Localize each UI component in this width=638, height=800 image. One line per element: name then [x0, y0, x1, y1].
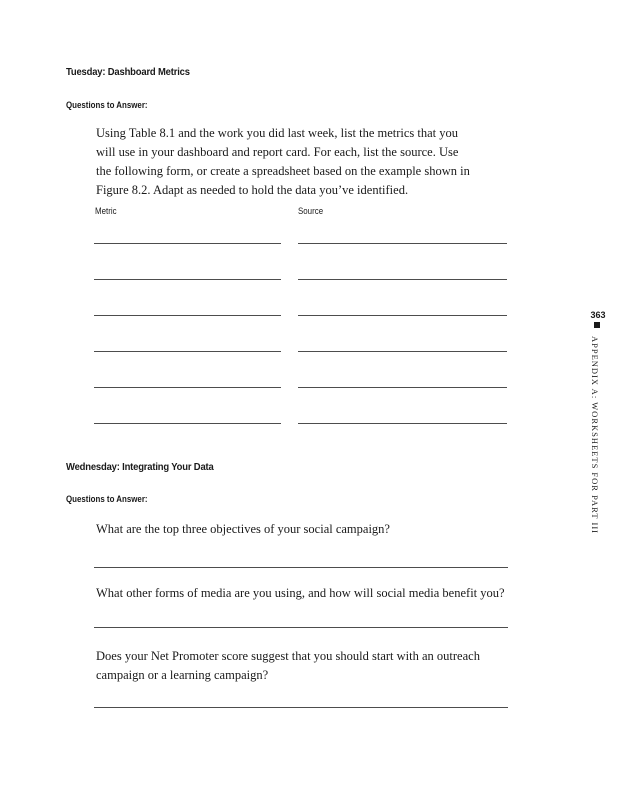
tuesday-instructions	[96, 124, 516, 200]
answer-blank-3[interactable]	[94, 707, 508, 708]
question-3-line-1: Does your Net Promoter score suggest that you should start with an outreach	[96, 649, 480, 663]
metric-blank-5[interactable]	[94, 387, 281, 388]
page-number: 363	[590, 310, 606, 320]
source-blank-2[interactable]	[298, 279, 507, 280]
source-blank-5[interactable]	[298, 387, 507, 388]
metric-blank-3[interactable]	[94, 315, 281, 316]
tuesday-questions-label: Questions to Answer:	[66, 100, 148, 110]
wednesday-heading: Wednesday: Integrating Your Data	[66, 461, 214, 473]
source-blank-1[interactable]	[298, 243, 507, 244]
running-head: APPENDIX A: WORKSHEETS FOR PART III	[590, 336, 600, 534]
answer-blank-2[interactable]	[94, 627, 508, 628]
source-blank-4[interactable]	[298, 351, 507, 352]
metric-blank-6[interactable]	[94, 423, 281, 424]
square-bullet-icon	[594, 322, 600, 328]
question-3-line-2: campaign or a learning campaign?	[96, 668, 269, 682]
metric-blank-4[interactable]	[94, 351, 281, 352]
instruction-line: the following form, or create a spreadsheet based on the example shown in	[96, 164, 470, 178]
instruction-line: Figure 8.2. Adapt as needed to hold the data you’ve identified.	[96, 183, 409, 197]
answer-blank-1[interactable]	[94, 567, 508, 568]
question-1: What are the top three objectives of your social campaign?	[96, 522, 390, 536]
source-blank-3[interactable]	[298, 315, 507, 316]
wednesday-questions-label: Questions to Answer:	[66, 494, 148, 504]
metric-blank-1[interactable]	[94, 243, 281, 244]
source-column-header: Source	[298, 206, 324, 216]
tuesday-heading: Tuesday: Dashboard Metrics	[66, 66, 190, 78]
source-blank-6[interactable]	[298, 423, 507, 424]
question-2: What other forms of media are you using, and how will social media benefit you?	[96, 586, 505, 600]
metric-blank-2[interactable]	[94, 279, 281, 280]
instruction-line: Using Table 8.1 and the work you did last week, list the metrics that you	[96, 126, 459, 140]
metric-column-header: Metric	[95, 206, 117, 216]
instruction-line: will use in your dashboard and report card. For each, list the source. Use	[96, 145, 459, 159]
